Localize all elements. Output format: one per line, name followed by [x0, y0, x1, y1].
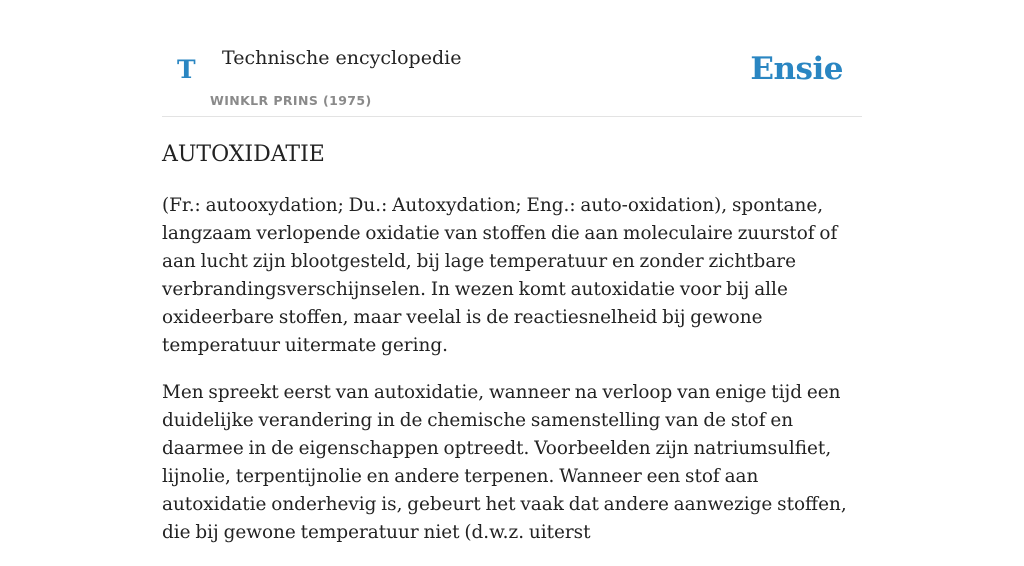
article-paragraph: Men spreekt eerst van autoxidatie, wanneer na verloop van enige tijd een duidelijke verandering in de chemische samenstelling van de stof en daarmee in de eigenschappen optreedt. Voorbeelden zijn natriumsulfiet, lijnolie, terpentijnolie en andere terpenen. Wanneer een stof aan autoxidatie onderhevig is, gebeurt het vaak dat andere aanwezige stoffen, die bij gewone temperatuur niet (d.w.z. uiterst [162, 382, 847, 543]
brand-logo[interactable]: Ensie [750, 51, 843, 87]
book-title[interactable]: Technische encyclopedie [222, 47, 462, 69]
header [162, 0, 862, 117]
book-subtitle: WINKLR PRINS (1975) [210, 93, 372, 108]
book-logo[interactable]: T [177, 55, 196, 84]
article-paragraph: (Fr.: autooxydation; Du.: Autoxydation; Eng.: auto-oxidation), spontane, langzaam verlopende oxidatie van stoffen die aan moleculaire zuurstof of aan lucht zijn blootgesteld, bij lage temperatuur en zonder zichtbare verbrandingsverschijnselen. In wezen komt autoxidatie voor bij alle oxideerbare stoffen, maar veelal is de reactiesnelheid bij gewone temperatuur uitermate gering. [162, 195, 838, 356]
entry-title: AUTOXIDATIE [162, 142, 325, 167]
article-body [162, 192, 862, 566]
content-column [162, 0, 862, 543]
